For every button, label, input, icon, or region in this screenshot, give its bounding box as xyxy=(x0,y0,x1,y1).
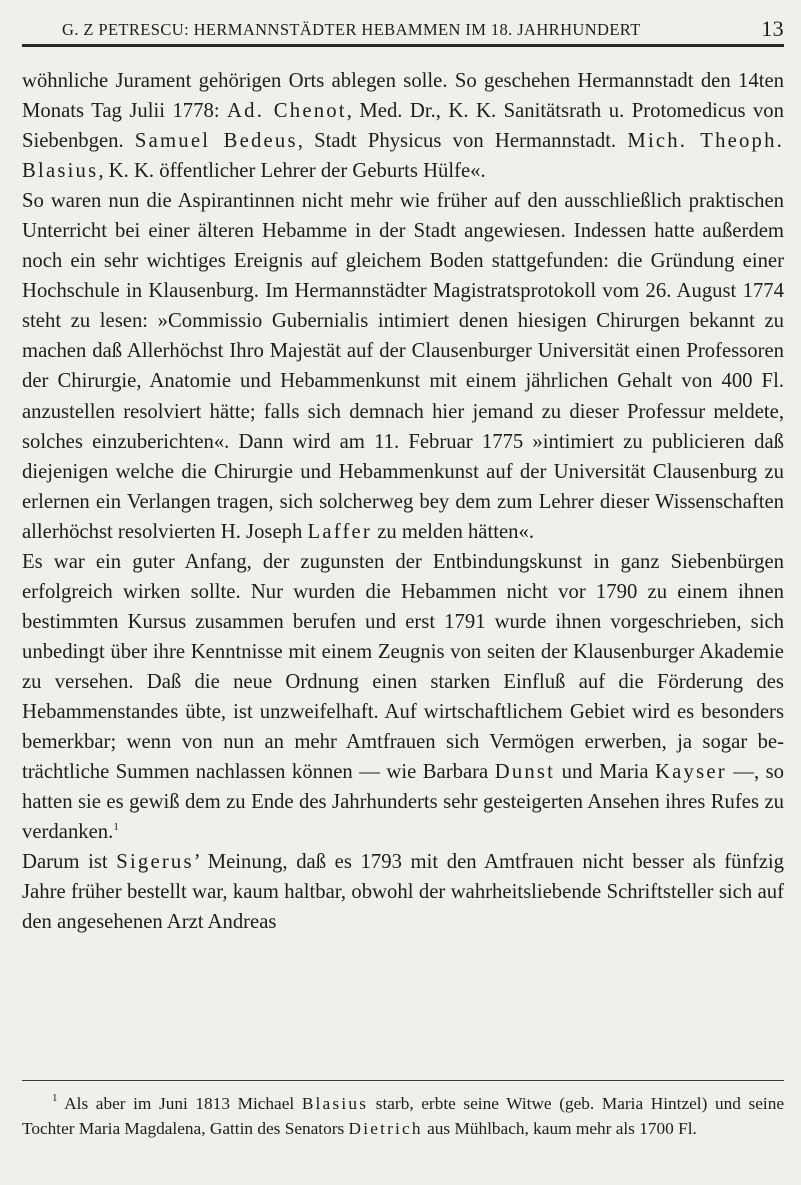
text-run: und Maria xyxy=(555,761,655,784)
spaced-name: Kayser xyxy=(655,761,727,784)
spaced-name: Mich. Theoph. Blasius xyxy=(22,130,784,183)
footnote xyxy=(22,1091,784,1141)
running-header xyxy=(22,14,784,42)
spaced-name: Dietrich xyxy=(348,1119,423,1138)
footnote-marker: 1 xyxy=(113,821,119,834)
footnote-1 xyxy=(22,1091,784,1141)
text-run: So waren nun die Aspirantinnen nicht mehr wie früher auf den ausschließlich praktischen Unterricht bei einer älteren Hebamme in der Stadt angewiesen. Indessen hatte außerdem noch ein sehr wichtiges Ereignis auf gleichem Boden stattgefunden: die Gründung einer Hochschule in Klausenburg. Im Hermannstädter Magistratsprotokoll vom 26. August 1774 steht zu lesen: »Commissio Gubernialis intimiert denen hiesigen Chirurgen bekannt zu machen daß Allerhöchst Ihro Majestät auf der Clausenburger Universität einen Professoren der Chirurgie, Anatomie und Hebammenkunst mit einem jährlichen Gehalt von 400 Fl. anzustellen resolviert hätte; falls sich demnach hier jemand zu dieser Professur meldete, solches einzuberichten«. Dann wird am 11. Februar 1775 »intimiert zu publicieren daß diejenigen welche die Chirurgie und Hebammenkunst auf der Universität Clausenburg zu erlernen ein Verlangen tragen, sich solcherweg bey dem zum Lehrer dieser Wissenschaften allerhöchst resolvierten H. Joseph xyxy=(22,190,784,543)
text-run: zu melden hätten«. xyxy=(372,520,535,543)
paragraph-4 xyxy=(22,847,784,937)
header-rule xyxy=(22,44,784,47)
spaced-name: Sigerus xyxy=(116,851,194,874)
text-run: Als aber im Juni 1813 Michael xyxy=(57,1094,302,1113)
text-run: Es war ein guter Anfang, der zugunsten der Entbindungskunst in ganz Siebenbürgen erfolgreich wirken sollte. Nur wurden die Hebammen nicht vor 1790 zu einem ihnen bestimmten Kursus zusammen berufen und erst 1791 wurde ihnen vorgeschrieben, sich unbedingt über ihre Kenntnisse mit einem Zeugnis von seiten der Klausenburger Akademie zu versehen. Daß die neue Ordnung einen starken Einfluß auf die Förderung des Hebammenstandes übte, ist unzweifelhaft. Auf wirtschaftlichem Gebiet wird es besonders bemerkbar; wenn von nun an mehr Amtfrauen sich Vermögen erwerben, ja sogar beträchtliche Summen nachlassen können — wie Barbara xyxy=(22,550,784,784)
text-run: starb, erbte seine Witwe (geb. Maria Hintzel) und seine Tochter Maria Magdalena, Gattin des Senators xyxy=(22,1094,784,1138)
page-number: 13 xyxy=(761,16,784,41)
text-run: wöhnliche Jurament gehörigen Orts ablegen solle. So geschehen Hermannstadt den 14ten Monats Tag Julii 1778: xyxy=(22,70,784,123)
paragraph-3 xyxy=(22,547,784,847)
spaced-name: Ad. Chenot xyxy=(227,100,347,123)
spaced-name: Blasius xyxy=(301,1094,369,1113)
text-run: aus Mühlbach, kaum mehr als 1700 Fl. xyxy=(422,1119,697,1138)
footnote-rule xyxy=(22,1080,784,1081)
spaced-name: Laffer xyxy=(307,520,373,543)
footnote-number: 1 xyxy=(52,1092,58,1104)
spaced-name: Samuel Bedeus xyxy=(134,130,298,153)
text-run: Darum ist xyxy=(22,851,117,874)
main-text xyxy=(22,66,784,937)
spaced-name: Dunst xyxy=(494,761,556,784)
text-run: —, so hatten sie es gewiß dem zu Ende des Jahrhunderts sehr gesteigerten Ansehen ihres Rufes zu verdanken. xyxy=(22,761,784,844)
text-run: , K. K. öffentlicher Lehrer der Geburts Hülfe«. xyxy=(98,160,486,183)
text-run: , Stadt Physicus von Hermannstadt. xyxy=(297,130,628,153)
running-title: G. Z PETRESCU: HERMANNSTÄDTER HEBAMMEN IM 18. JAHRHUNDERT xyxy=(62,20,641,39)
paragraph-2 xyxy=(22,186,784,547)
text-run: ’ Meinung, daß es 1793 mit den Amtfrauen nicht besser als fünfzig Jahre früher bestellt war, kaum haltbar, obwohl der wahrheitsliebende Schriftsteller sich auf den angesehenen Arzt Andreas xyxy=(22,851,784,934)
text-run: , Med. Dr., K. K. Sanitätsrath u. Protomedicus von Siebenbgen. xyxy=(22,100,784,153)
paragraph-1 xyxy=(22,66,784,186)
